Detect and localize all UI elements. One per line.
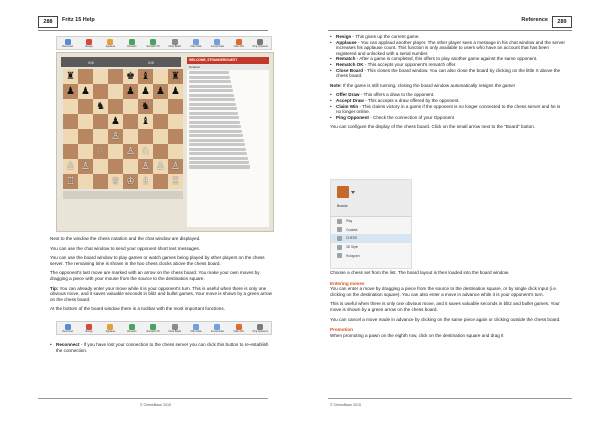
footer-rule <box>328 398 572 399</box>
board-square[interactable] <box>153 129 168 144</box>
bullet-item <box>330 40 566 57</box>
toolbar-button-label: Close Board <box>168 45 181 48</box>
board-square[interactable] <box>168 129 183 144</box>
board-square[interactable] <box>78 159 93 174</box>
toolbar-icon <box>214 324 220 330</box>
menu-item-label: CHESS <box>346 236 357 241</box>
board-square[interactable] <box>138 144 153 159</box>
paragraph: At the bottom of the board window there is a toolbar with the most important functions. <box>50 306 225 312</box>
toolbar-icon <box>150 39 156 45</box>
board-style-icon <box>337 227 342 232</box>
notation-line <box>189 112 238 115</box>
right-body <box>330 34 566 130</box>
chess-piece-icon[interactable]: ♜ <box>171 71 180 82</box>
bullet-item <box>330 115 566 121</box>
board-square[interactable] <box>78 84 93 99</box>
chess-piece-icon[interactable]: ♗ <box>141 176 150 187</box>
toolbar-button-label: Rematch <box>127 330 137 333</box>
page-number: 289 <box>552 16 572 28</box>
toolbar-button[interactable] <box>61 324 75 333</box>
toolbar-icon <box>107 324 113 330</box>
board-square[interactable] <box>153 174 168 189</box>
tip-paragraph <box>50 286 276 303</box>
board-square[interactable] <box>168 144 183 159</box>
chess-piece-icon[interactable]: ♕ <box>111 176 120 187</box>
board-square[interactable] <box>108 174 123 189</box>
toolbar-button[interactable] <box>125 39 139 48</box>
board-square[interactable] <box>123 114 138 129</box>
board-square[interactable] <box>108 69 123 84</box>
board-square[interactable] <box>63 129 78 144</box>
toolbar-icon <box>65 324 71 330</box>
bullet-label: Applause <box>336 39 357 45</box>
chess-piece-icon[interactable]: ♙ <box>141 161 150 172</box>
chess-piece-icon[interactable]: ♟ <box>156 86 165 97</box>
notation-line <box>189 157 248 160</box>
toolbar-icon <box>172 39 178 45</box>
chess-piece-icon[interactable]: ♟ <box>111 116 120 127</box>
toolbar-button-label: Claim Win <box>233 330 245 333</box>
toolbar-button-label: Reconnect <box>62 330 74 333</box>
toolbar-icon <box>129 324 135 330</box>
notation-line <box>189 165 250 168</box>
promotion-text: When promoting a pawn on the eighth row, click on the destination square and drag it <box>330 332 504 338</box>
clock-left: 0:5 <box>88 59 94 65</box>
board-style-icon <box>337 253 342 258</box>
board-square[interactable] <box>63 99 78 114</box>
configure-text: You can configure the display of the chess board. Click on the small arrow next to the "Board" button. <box>330 124 536 130</box>
board-square[interactable] <box>78 129 93 144</box>
board-square[interactable] <box>153 144 168 159</box>
toolbar-button-label: Rematch <box>127 45 137 48</box>
board-square[interactable] <box>138 114 153 129</box>
bullet-text: - This accepts a draw offered by the opponent. <box>363 97 460 103</box>
left-body <box>50 236 276 312</box>
notation-line <box>189 125 241 128</box>
bullet-label: Offer Draw <box>336 92 360 98</box>
menu-item[interactable] <box>331 217 411 226</box>
bullet-text: - Check the connection of your Opponent <box>368 114 454 120</box>
board-square[interactable] <box>168 99 183 114</box>
bullet-label: Close Board <box>336 67 364 73</box>
board-style-icon <box>337 219 342 224</box>
board-square[interactable] <box>123 69 138 84</box>
toolbar-button[interactable] <box>103 39 117 48</box>
menu-item[interactable] <box>331 234 411 243</box>
board-square[interactable] <box>123 84 138 99</box>
chess-piece-icon[interactable]: ♝ <box>141 71 150 82</box>
board-square[interactable] <box>93 159 108 174</box>
chess-piece-icon[interactable]: ♟ <box>141 86 150 97</box>
board-square[interactable] <box>138 84 153 99</box>
chevron-down-icon[interactable] <box>351 191 355 194</box>
board-square[interactable] <box>63 159 78 174</box>
notation-line <box>189 94 234 97</box>
paragraph: You can use the chat window to send your opponent short text messages. <box>50 245 200 251</box>
toolbar-button[interactable] <box>189 324 203 333</box>
board-square[interactable] <box>123 174 138 189</box>
notation-line <box>189 143 245 146</box>
bullet-item <box>330 68 566 79</box>
menu-item[interactable] <box>331 251 411 260</box>
notation-line <box>189 116 239 119</box>
board-square[interactable] <box>168 84 183 99</box>
board-square[interactable] <box>63 144 78 159</box>
chess-piece-icon[interactable]: ♙ <box>156 161 165 172</box>
toolbar-button[interactable] <box>146 39 160 48</box>
toolbar-button[interactable] <box>253 324 267 333</box>
page-number: 288 <box>38 16 58 28</box>
toolbar-icon <box>172 324 178 330</box>
toolbar-icon <box>129 39 135 45</box>
menu-board-button[interactable] <box>331 180 411 217</box>
board-square[interactable] <box>138 129 153 144</box>
bullet-text: - This accepts your opponent's rematch offer. <box>363 61 457 67</box>
board-square[interactable] <box>78 144 93 159</box>
bullet-text: - This claims victory in a game if the opponent is no longer connected to the chess server and he is no longer online. <box>336 103 561 115</box>
toolbar-button-label: Rematch OK <box>146 45 160 48</box>
right-body-lower <box>330 270 566 338</box>
board-square[interactable] <box>153 69 168 84</box>
notation-line <box>189 121 240 124</box>
board-style-icon <box>337 236 342 241</box>
toolbar-icon <box>257 39 263 45</box>
board-square[interactable] <box>93 114 108 129</box>
page-title: Fritz 15 Help <box>62 17 95 23</box>
board-square[interactable] <box>153 84 168 99</box>
board-square[interactable] <box>63 174 78 189</box>
notation-line <box>189 107 237 110</box>
menu-header: Boards <box>337 204 348 208</box>
chess-piece-icon[interactable]: ♙ <box>126 146 135 157</box>
chess-piece-icon[interactable]: ♝ <box>141 116 150 127</box>
toolbar-button[interactable] <box>210 39 224 48</box>
toolbar-button-label: Reconnect <box>62 45 74 48</box>
bullet-reconnect <box>50 342 276 353</box>
board-square[interactable] <box>93 69 108 84</box>
bullet-text: - You can applaud another player. The other player sees a message in his chat window and the server increases his applause count. This function is only available to users who have an account that has been registered and unlocked with a serial number. <box>336 39 565 56</box>
menu-item-label: Hologram <box>346 253 360 258</box>
chess-piece-icon[interactable]: ♟ <box>171 86 180 97</box>
clock-right: 0:5 <box>148 59 154 65</box>
toolbar-button-label: Rematch OK <box>146 330 160 333</box>
notation-line <box>189 152 247 155</box>
board-icon <box>337 186 349 198</box>
toolbar-button[interactable] <box>146 324 160 333</box>
board-square[interactable] <box>153 159 168 174</box>
header-rule <box>328 30 572 31</box>
bullet-text: - After a game is completed, this offers to play another game against the same opponent. <box>355 56 538 62</box>
board-square[interactable] <box>108 99 123 114</box>
notation-line <box>189 76 230 79</box>
board-square[interactable] <box>93 129 108 144</box>
entering-text: You can enter a move by dragging a piece from the source to the destination square, or by single click input (i.e. clicking on the destination square). You can also enter a move in advance while it is your opponent's turn. <box>330 286 558 297</box>
board-square[interactable] <box>108 129 123 144</box>
chess-piece-icon[interactable]: ♜ <box>66 71 75 82</box>
bullet-label: Ping Opponent <box>336 114 369 120</box>
board-square[interactable] <box>123 99 138 114</box>
notation-line <box>189 139 244 142</box>
board-square[interactable] <box>78 69 93 84</box>
toolbar-button[interactable] <box>168 324 182 333</box>
board-square[interactable] <box>93 144 108 159</box>
board-bottom-bar <box>63 191 183 199</box>
toolbar-button-label: Ping Opponent <box>252 330 268 333</box>
board-square[interactable] <box>93 174 108 189</box>
chess-piece-icon[interactable]: ♙ <box>81 161 90 172</box>
toolbar-button-label: Accept Draw <box>210 45 224 48</box>
chess-clocks <box>61 57 181 67</box>
board-square[interactable] <box>138 99 153 114</box>
chess-piece-icon[interactable]: ♟ <box>126 86 135 97</box>
note-label: Note: <box>330 82 342 88</box>
notation-line <box>189 134 243 137</box>
notation-line <box>189 80 231 83</box>
toolbar-button-label: Accept Draw <box>210 330 224 333</box>
chess-piece-icon[interactable]: ♞ <box>96 101 105 112</box>
toolbar-button-label: Resign <box>85 45 93 48</box>
toolbar-button[interactable] <box>253 39 267 48</box>
board-square[interactable] <box>168 159 183 174</box>
bullet-label: Rematch <box>336 56 356 62</box>
bullet-label: Resign <box>336 34 352 39</box>
chess-piece-icon[interactable]: ♖ <box>66 176 75 187</box>
menu-item[interactable] <box>331 243 411 252</box>
panel-tab[interactable]: Notation <box>187 64 269 70</box>
chess-piece-icon[interactable]: ♘ <box>96 146 105 157</box>
notation-line <box>189 98 235 101</box>
chess-piece-icon[interactable]: ♙ <box>171 161 180 172</box>
toolbar-icon <box>86 324 92 330</box>
toolbar-icon <box>107 39 113 45</box>
bullet-label: Reconnect <box>56 342 80 347</box>
toolbar-button-label: Resign <box>85 330 93 333</box>
toolbar-icon <box>214 39 220 45</box>
menu-item-label: Crystals <box>346 227 358 232</box>
toolbar-button[interactable] <box>210 324 224 333</box>
bullet-text: - This offers a draw to the opponent. <box>359 92 435 98</box>
page-footer: © ChessBase 2015 <box>330 403 362 407</box>
board-square[interactable] <box>123 159 138 174</box>
notation-panel <box>187 57 269 227</box>
board-square[interactable] <box>63 69 78 84</box>
notation-line <box>189 130 242 133</box>
board-window-screenshot <box>56 52 274 232</box>
chess-piece-icon[interactable]: ♟ <box>81 86 90 97</box>
board-square[interactable] <box>123 129 138 144</box>
board-square[interactable] <box>168 114 183 129</box>
toolbar-button-label: Offer Draw <box>190 45 202 48</box>
toolbar-button[interactable] <box>82 39 96 48</box>
paragraph: You can use the board window to play games or watch games being played by other players on the chess server. The remaining time is shown in the two chess clocks above the chess board. <box>50 255 265 266</box>
bullet-label: Rematch OK <box>336 61 364 67</box>
entering-text: This is useful when there is only one obvious move, and it saves valuable seconds in blitz and bullet games. Your move is shown by a green arrow on the chess board. <box>330 301 560 312</box>
toolbar-button[interactable] <box>232 39 246 48</box>
board-square[interactable] <box>108 84 123 99</box>
toolbar-button[interactable] <box>125 324 139 333</box>
toolbar-icon <box>236 39 242 45</box>
promotion-heading: Promotion <box>330 327 353 333</box>
toolbar-button[interactable] <box>82 324 96 333</box>
toolbar-button[interactable] <box>168 39 182 48</box>
toolbar-button-label: Applause <box>105 45 116 48</box>
menu-item-label: 3D Style <box>346 245 359 250</box>
board-square[interactable] <box>63 84 78 99</box>
board-square[interactable] <box>153 99 168 114</box>
toolbar-icon <box>193 324 199 330</box>
entering-heading: Entering moves <box>330 280 365 286</box>
tip-text: You can already enter your move while it is your opponent's turn. This is useful when there is only one obvious move, and it saves valuable seconds in blitz and bullet games. Your move is shown by a green arrow on the chess board. <box>50 285 272 302</box>
board-square[interactable] <box>108 144 123 159</box>
board-square[interactable] <box>93 99 108 114</box>
page-footer: © ChessBase 2015 <box>140 403 172 407</box>
choose-text: Choose a chess set from the list. The board layout is then loaded into the board window. <box>330 270 510 275</box>
entering-text: You can cancel a move made in advance by clicking on the same piece again or clicking outside the chess board. <box>330 316 561 322</box>
board-square[interactable] <box>168 174 183 189</box>
board-square[interactable] <box>138 69 153 84</box>
tip-label: Tip: <box>50 285 59 291</box>
toolbar-button[interactable] <box>189 39 203 48</box>
header-rule <box>38 30 268 31</box>
board-square[interactable] <box>78 99 93 114</box>
toolbar-button-label: Close Board <box>168 330 181 333</box>
page-header <box>38 16 268 30</box>
bullet-text: - If you have lost your connection to the chess server you can click this button to re-establish the connection. <box>56 342 269 353</box>
note-text: If the game is still running, closing the board window automatically resigns the game! <box>341 82 516 88</box>
notation-line <box>189 85 232 88</box>
board-square[interactable] <box>78 114 93 129</box>
notation-line <box>189 103 236 106</box>
page-title: Reference <box>521 17 548 23</box>
chess-piece-icon[interactable]: ♘ <box>141 146 150 157</box>
board-square[interactable] <box>63 114 78 129</box>
footer-rule <box>38 398 268 399</box>
toolbar-icon <box>150 324 156 330</box>
board-square[interactable] <box>78 174 93 189</box>
notation-line <box>189 148 246 151</box>
toolbar-button[interactable] <box>61 39 75 48</box>
bullet-item <box>330 104 566 115</box>
note-paragraph <box>330 83 566 89</box>
chess-piece-icon[interactable]: ♔ <box>126 176 135 187</box>
board-menu-screenshot <box>330 179 412 269</box>
paragraph: The opponent's last move are marked with an arrow on the chess board. You make your own moves by dragging a piece with your mouse from the source to the destination square. <box>50 270 260 281</box>
toolbar-icon <box>65 39 71 45</box>
board-toolbar-bottom <box>56 321 272 335</box>
chess-piece-icon[interactable]: ♞ <box>141 101 150 112</box>
chess-board[interactable] <box>63 69 183 189</box>
chess-piece-icon[interactable]: ♙ <box>111 131 120 142</box>
toolbar-button-label: Claim Win <box>233 45 245 48</box>
paragraph: Next to the window the chess notation and the chat window are displayed. <box>50 236 201 241</box>
board-toolbar-top <box>56 36 272 50</box>
bullet-label: Claim Win <box>336 103 359 109</box>
toolbar-button-label: Offer Draw <box>190 330 202 333</box>
board-square[interactable] <box>138 159 153 174</box>
board-square[interactable] <box>168 69 183 84</box>
chess-piece-icon[interactable]: ♖ <box>171 176 180 187</box>
chess-piece-icon[interactable]: ♟ <box>66 86 75 97</box>
panel-title: WELCOME, STRANGER/GUEST <box>187 57 269 64</box>
bullet-text: - This gives up the current game. <box>351 34 420 39</box>
bullet-label: Accept Draw <box>336 97 364 103</box>
toolbar-button[interactable] <box>103 324 117 333</box>
notation-line <box>189 89 233 92</box>
notation-line <box>189 71 229 74</box>
toolbar-button-label: Applause <box>105 330 116 333</box>
board-square[interactable] <box>153 114 168 129</box>
toolbar-icon <box>257 324 263 330</box>
chess-piece-icon[interactable]: ♙ <box>66 161 75 172</box>
notation-line <box>189 161 249 164</box>
board-style-icon <box>337 245 342 250</box>
board-square[interactable] <box>123 144 138 159</box>
page-header <box>328 16 572 30</box>
bullet-text: - This closes the board window. You can also close the board by clicking on the little X above the chess board. <box>336 67 561 79</box>
toolbar-icon <box>86 39 92 45</box>
toolbar-icon <box>193 39 199 45</box>
chess-piece-icon[interactable]: ♚ <box>126 71 135 82</box>
toolbar-button[interactable] <box>232 324 246 333</box>
board-square[interactable] <box>93 84 108 99</box>
board-square[interactable] <box>108 159 123 174</box>
menu-item[interactable] <box>331 226 411 235</box>
toolbar-icon <box>236 324 242 330</box>
board-square[interactable] <box>138 174 153 189</box>
board-square[interactable] <box>108 114 123 129</box>
menu-item-label: Play <box>346 219 353 224</box>
left-bullets <box>50 342 276 353</box>
toolbar-button-label: Ping Opponent <box>252 45 268 48</box>
